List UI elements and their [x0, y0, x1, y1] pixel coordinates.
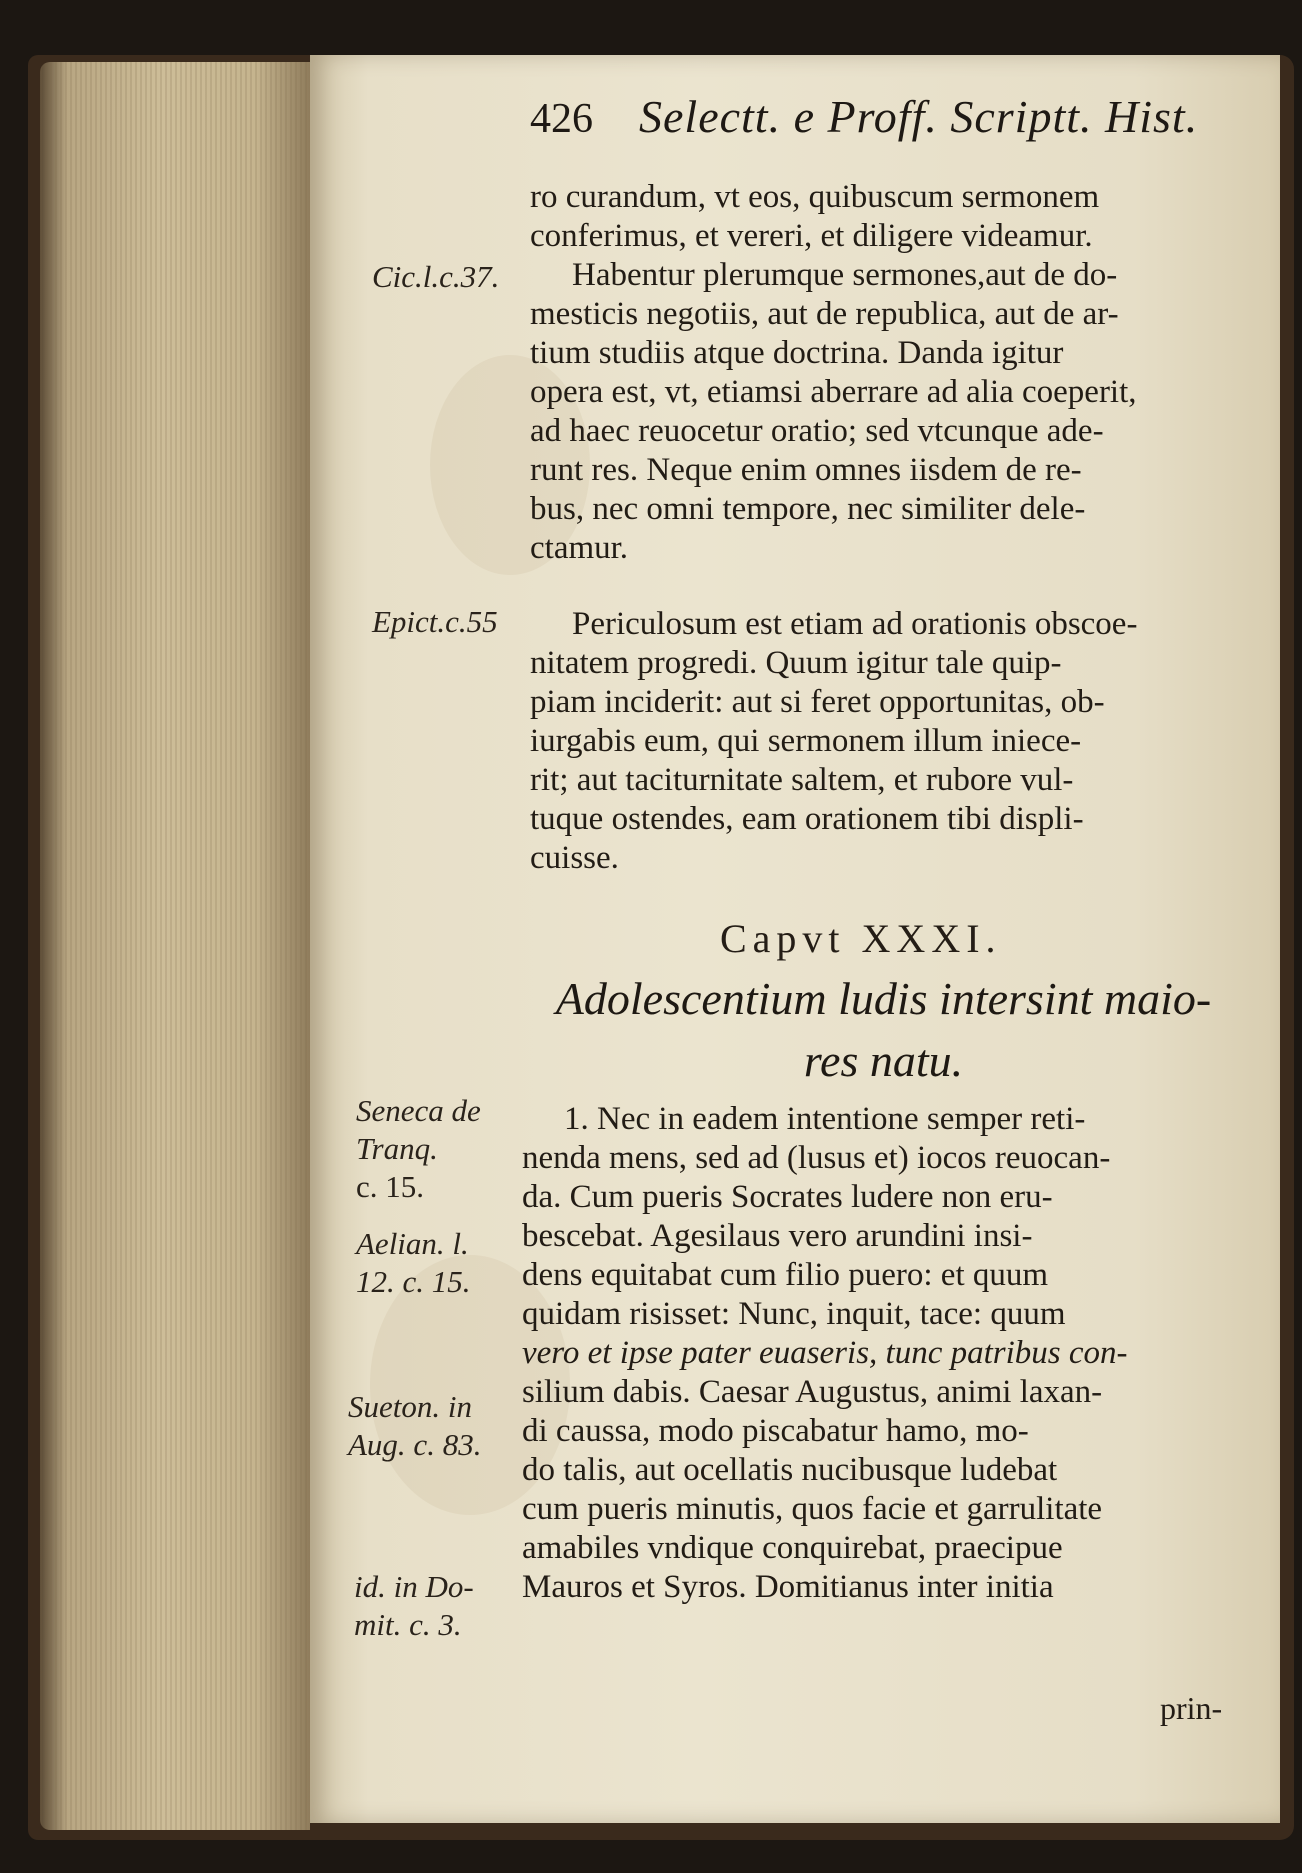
paragraph-3: [522, 1100, 1237, 1607]
margin-note-epictetus: Epict.c.55: [372, 604, 498, 639]
text-line: cum pueris minutis, quos facie et garrulitate: [522, 1491, 1103, 1527]
text-line: cuisse.: [530, 840, 619, 876]
text-line: do talis, aut ocellatis nucibusque ludebat: [522, 1452, 1058, 1488]
text-line: nenda mens, sed ad (lusus et) iocos reuocan-: [522, 1140, 1111, 1176]
chapter-title-line-1: Adolescentium ludis intersint maio-: [555, 973, 1212, 1024]
text-line: Habentur plerumque sermones,aut de do-: [572, 257, 1118, 293]
margin-note-domitian: [354, 1568, 474, 1644]
text-line: conferimus, et vereri, et diligere videamur.: [530, 218, 1093, 254]
text-line: 1. Nec in eadem intentione semper reti-: [564, 1101, 1086, 1137]
margin-note-suetonius: [348, 1388, 481, 1464]
chapter-label: Capvt XXXI.: [720, 916, 1002, 961]
text-line: quidam risisset: Nunc, inquit, tace: quum: [522, 1296, 1066, 1332]
text-line: Periculosum est etiam ad orationis obscoe-: [572, 606, 1138, 642]
margin-note-line: Tranq.: [356, 1131, 438, 1166]
text-line: mesticis negotiis, aut de republica, aut de ar-: [530, 296, 1119, 332]
margin-note-line: Aelian. l.: [356, 1226, 469, 1261]
margin-note-line: id. in Do-: [354, 1569, 474, 1604]
page-edges: [40, 62, 310, 1830]
text-line: nitatem progredi. Quum igitur tale quip-: [530, 645, 1062, 681]
text-line: ad haec reuocetur oratio; sed vtcunque ade-: [530, 413, 1104, 449]
text-line: silium dabis. Caesar Augustus, animi laxan-: [522, 1374, 1103, 1410]
catchword: prin-: [1160, 1690, 1223, 1726]
text-line: bus, nec omni tempore, nec similiter dele-: [530, 491, 1086, 527]
text-line: ro curandum, vt eos, quibuscum sermonem: [530, 179, 1100, 215]
text-line: vero et ipse pater euaseris, tunc patribus con-: [522, 1335, 1128, 1371]
paragraph-2: [530, 605, 1237, 878]
text-line: rit; aut taciturnitate saltem, et rubore vul-: [530, 762, 1074, 798]
text-line: ctamur.: [530, 530, 629, 566]
margin-note-seneca: [356, 1092, 481, 1206]
text-line: tium studiis atque doctrina. Danda igitur: [530, 335, 1064, 371]
margin-note-line: Seneca de: [356, 1093, 481, 1128]
margin-note-line: Aug. c. 83.: [348, 1427, 482, 1462]
text-line: amabiles vndique conquirebat, praecipue: [522, 1530, 1063, 1566]
chapter-title-line-2: res natu.: [803, 1035, 964, 1086]
page-number: 426: [530, 96, 593, 142]
text-line: opera est, vt, etiamsi aberrare ad alia coeperit,: [530, 374, 1137, 410]
margin-note-line: mit. c. 3.: [354, 1607, 462, 1642]
text-line: bescebat. Agesilaus vero arundini insi-: [522, 1218, 1033, 1254]
text-line: iurgabis eum, qui sermonem illum iniece-: [530, 723, 1082, 759]
margin-note-cicero: Cic.l.c.37.: [372, 259, 500, 294]
text-line: piam inciderit: aut si feret opportunitas, ob-: [530, 684, 1105, 720]
text-line: da. Cum pueris Socrates ludere non eru-: [522, 1179, 1053, 1215]
margin-note-aelian: [356, 1225, 471, 1301]
page-header: [530, 90, 1220, 170]
margin-note-line: Sueton. in: [348, 1389, 472, 1424]
paragraph-1: [530, 178, 1237, 568]
margin-note-line: 12. c. 15.: [356, 1264, 471, 1299]
text-line: Mauros et Syros. Domitianus inter initia: [522, 1569, 1054, 1605]
text-line: tuque ostendes, eam orationem tibi displi-: [530, 801, 1084, 837]
running-title: Selectt. e Proff. Scriptt. Hist.: [639, 91, 1199, 142]
text-line: di caussa, modo piscabatur hamo, mo-: [522, 1413, 1029, 1449]
margin-note-line: c. 15.: [356, 1169, 425, 1204]
text-line: dens equitabat cum filio puero: et quum: [522, 1257, 1049, 1293]
text-line: runt res. Neque enim omnes iisdem de re-: [530, 452, 1082, 488]
